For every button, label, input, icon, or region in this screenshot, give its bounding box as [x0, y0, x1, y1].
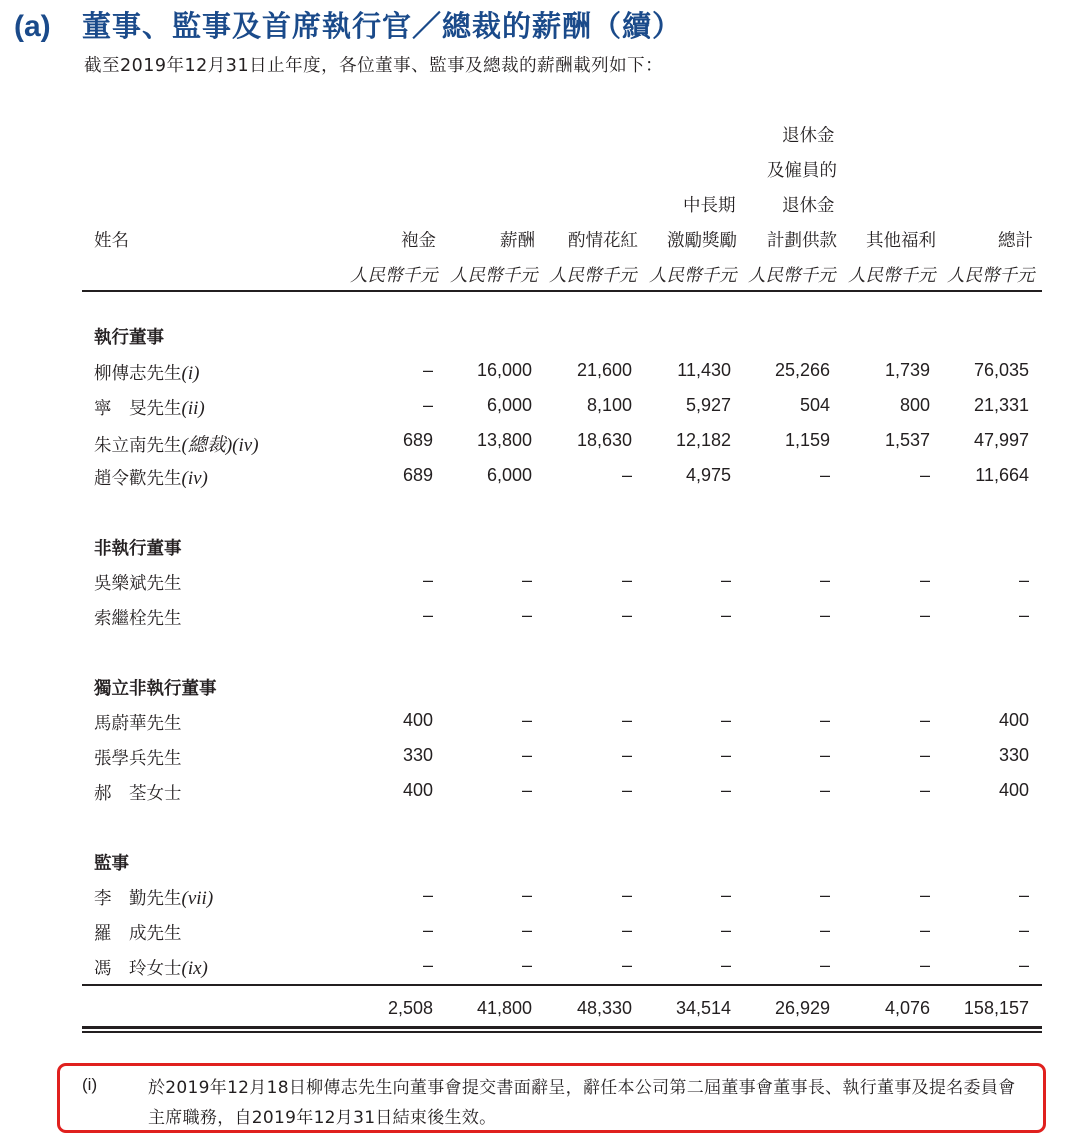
value-cell: 21,331: [973, 395, 1029, 415]
value-cell: –: [720, 710, 731, 730]
value-cell: –: [819, 920, 830, 940]
section-label: (a): [14, 10, 51, 43]
person-name: [94, 570, 182, 595]
value-cell: 16,000: [476, 360, 532, 380]
table-row: [0, 391, 1080, 426]
footnote-reference: (ix): [181, 958, 208, 979]
value-cell: 330: [402, 745, 433, 765]
value-cell: –: [621, 920, 632, 940]
value-cell: –: [521, 605, 532, 625]
section-title-row: [0, 671, 1080, 706]
value-cell: –: [720, 605, 731, 625]
section-heading: [14, 4, 682, 46]
column-header-bonus: 酌情花紅: [568, 231, 638, 251]
column-header-name: 姓名: [94, 231, 129, 251]
total-cell: 4,076: [884, 998, 930, 1018]
intro-text: 截至2019年12月31日止年度，各位董事、監事及總裁的薪酬載列如下：: [84, 56, 664, 76]
total-cell: 26,929: [774, 998, 830, 1018]
value-cell: –: [521, 955, 532, 975]
value-cell: 400: [998, 710, 1029, 730]
person-name: [94, 885, 213, 910]
person-name: [94, 430, 259, 457]
footnote-text: 於2019年12月18日柳傳志先生向董事會提交書面辭呈，辭任本公司第二屆董事會董事長、執行董事及提名委員會主席職務，自2019年12月31日結束後生效。: [148, 1078, 1016, 1128]
value-cell: –: [422, 605, 433, 625]
value-cell: –: [621, 955, 632, 975]
footnote-reference: (ii): [181, 398, 205, 419]
value-cell: –: [819, 885, 830, 905]
table-row: [0, 356, 1080, 391]
table-row: [0, 601, 1080, 636]
unit-label-fees: 人民幣千元: [350, 266, 438, 286]
column-header-pension-line4: 計劃供款: [767, 231, 837, 251]
total-cell: 48,330: [576, 998, 632, 1018]
total-cell: 41,800: [476, 998, 532, 1018]
column-header-pension-line1: 退休金: [782, 126, 835, 146]
section-title-row: [0, 531, 1080, 566]
value-cell: 400: [402, 710, 433, 730]
column-header-incentive-line1: 中長期: [683, 196, 736, 216]
unit-label-bonus: 人民幣千元: [549, 266, 637, 286]
value-cell: –: [1018, 920, 1029, 940]
value-cell: –: [621, 710, 632, 730]
value-cell: –: [422, 955, 433, 975]
value-cell: –: [720, 745, 731, 765]
person-name: [94, 465, 208, 490]
section-title: 董事、監事及首席執行官／總裁的薪酬（續）: [82, 9, 683, 43]
table-row: [0, 426, 1080, 461]
value-cell: –: [621, 745, 632, 765]
value-cell: –: [521, 745, 532, 765]
person-name-text: 張學兵先生: [94, 749, 182, 769]
value-cell: 8,100: [586, 395, 632, 415]
value-cell: –: [521, 570, 532, 590]
value-cell: –: [919, 885, 930, 905]
value-cell: –: [422, 570, 433, 590]
value-cell: –: [819, 465, 830, 485]
value-cell: –: [819, 710, 830, 730]
value-cell: –: [521, 710, 532, 730]
person-name-text: 吳樂斌先生: [94, 574, 182, 594]
person-name: [94, 710, 182, 735]
value-cell: –: [1018, 570, 1029, 590]
value-cell: 1,739: [884, 360, 930, 380]
table-row: [0, 566, 1080, 601]
person-name-text: 朱立南先生: [94, 436, 182, 456]
value-cell: 47,997: [973, 430, 1029, 450]
unit-label-pension: 人民幣千元: [748, 266, 836, 286]
value-cell: 76,035: [973, 360, 1029, 380]
value-cell: 1,537: [884, 430, 930, 450]
value-cell: –: [819, 570, 830, 590]
value-cell: 12,182: [675, 430, 731, 450]
person-name-text: 李 勤先生: [94, 889, 182, 909]
value-cell: –: [919, 465, 930, 485]
value-cell: –: [521, 920, 532, 940]
table-row: [0, 951, 1080, 986]
section-title-row: [0, 320, 1080, 355]
value-cell: –: [919, 745, 930, 765]
value-cell: 6,000: [486, 465, 532, 485]
header-divider: [82, 290, 1042, 292]
column-header-pension-line3: 退休金: [782, 196, 835, 216]
value-cell: –: [422, 920, 433, 940]
value-cell: 11,430: [677, 360, 731, 380]
value-cell: –: [621, 605, 632, 625]
value-cell: 4,975: [685, 465, 731, 485]
value-cell: –: [919, 780, 930, 800]
column-header-other: 其他福利: [866, 231, 936, 251]
totals-divider-bottom-2: [82, 1031, 1042, 1033]
value-cell: –: [819, 780, 830, 800]
value-cell: 504: [799, 395, 830, 415]
section-title-row: [0, 846, 1080, 881]
person-name: [94, 955, 208, 980]
unit-label-other: 人民幣千元: [848, 266, 936, 286]
person-name: [94, 395, 205, 420]
value-cell: –: [720, 780, 731, 800]
section-title: 非執行董事: [94, 539, 182, 559]
value-cell: 330: [998, 745, 1029, 765]
table-row: [0, 916, 1080, 951]
person-name-text: 羅 成先生: [94, 924, 182, 944]
person-name-text: 寧 旻先生: [94, 399, 182, 419]
value-cell: 11,664: [975, 465, 1029, 485]
value-cell: –: [720, 570, 731, 590]
value-cell: –: [919, 920, 930, 940]
person-name-text: 郝 荃女士: [94, 784, 182, 804]
unit-label-salary: 人民幣千元: [450, 266, 538, 286]
total-cell: 158,157: [963, 998, 1029, 1018]
value-cell: –: [819, 955, 830, 975]
value-cell: –: [621, 780, 632, 800]
value-cell: 800: [899, 395, 930, 415]
totals-row: [0, 998, 1080, 1026]
value-cell: –: [819, 745, 830, 765]
value-cell: –: [621, 465, 632, 485]
value-cell: –: [720, 920, 731, 940]
value-cell: 6,000: [486, 395, 532, 415]
value-cell: 5,927: [685, 395, 731, 415]
table-row: [0, 461, 1080, 496]
value-cell: –: [422, 360, 433, 380]
footnote-reference: (vii): [181, 888, 214, 909]
person-name: [94, 745, 182, 770]
column-header-fees: 袍金: [401, 231, 436, 251]
value-cell: 21,600: [576, 360, 632, 380]
value-cell: 1,159: [784, 430, 830, 450]
table-row: [0, 741, 1080, 776]
totals-divider-bottom-1: [82, 1026, 1042, 1029]
value-cell: 25,266: [774, 360, 830, 380]
column-header-total: 總計: [998, 231, 1033, 251]
value-cell: 400: [998, 780, 1029, 800]
value-cell: 400: [402, 780, 433, 800]
value-cell: –: [720, 885, 731, 905]
person-name-text: 趙令歡先生: [94, 469, 182, 489]
value-cell: –: [422, 885, 433, 905]
footnote-marker: (i): [82, 1075, 98, 1094]
column-header-incentive-line2: 激勵獎勵: [667, 231, 737, 251]
section-title: 執行董事: [94, 328, 164, 348]
person-name-text: 馬蔚華先生: [94, 714, 182, 734]
value-cell: 18,630: [576, 430, 632, 450]
person-name-text: 柳傳志先生: [94, 364, 182, 384]
value-cell: –: [1018, 605, 1029, 625]
value-cell: –: [521, 885, 532, 905]
table-row: [0, 706, 1080, 741]
value-cell: –: [422, 395, 433, 415]
total-cell: 34,514: [675, 998, 731, 1018]
footnote-reference: (iv): [181, 468, 208, 489]
person-name: [94, 920, 182, 945]
unit-label-incentive: 人民幣千元: [649, 266, 737, 286]
value-cell: –: [919, 570, 930, 590]
person-name-text: 索繼栓先生: [94, 609, 182, 629]
section-title: 監事: [94, 854, 129, 874]
value-cell: –: [919, 955, 930, 975]
value-cell: 13,800: [476, 430, 532, 450]
value-cell: –: [919, 605, 930, 625]
person-name-text: 馮 玲女士: [94, 959, 182, 979]
column-header-pension-line2: 及僱員的: [767, 161, 837, 181]
value-cell: 689: [402, 465, 433, 485]
total-cell: 2,508: [387, 998, 433, 1018]
value-cell: –: [919, 710, 930, 730]
value-cell: –: [1018, 885, 1029, 905]
section-title: 獨立非執行董事: [94, 679, 217, 699]
column-header-salary: 薪酬: [500, 231, 535, 251]
table-row: [0, 776, 1080, 811]
value-cell: –: [621, 570, 632, 590]
value-cell: –: [621, 885, 632, 905]
value-cell: –: [819, 605, 830, 625]
table-row: [0, 881, 1080, 916]
footnote-reference: (總裁)(iv): [181, 435, 259, 456]
person-name: [94, 605, 182, 630]
person-name: [94, 780, 182, 805]
person-name: [94, 360, 199, 385]
totals-divider-top: [82, 984, 1042, 986]
value-cell: –: [720, 955, 731, 975]
value-cell: –: [1018, 955, 1029, 975]
value-cell: 689: [402, 430, 433, 450]
value-cell: –: [521, 780, 532, 800]
unit-label-total: 人民幣千元: [947, 266, 1035, 286]
footnote-reference: (i): [181, 363, 200, 384]
